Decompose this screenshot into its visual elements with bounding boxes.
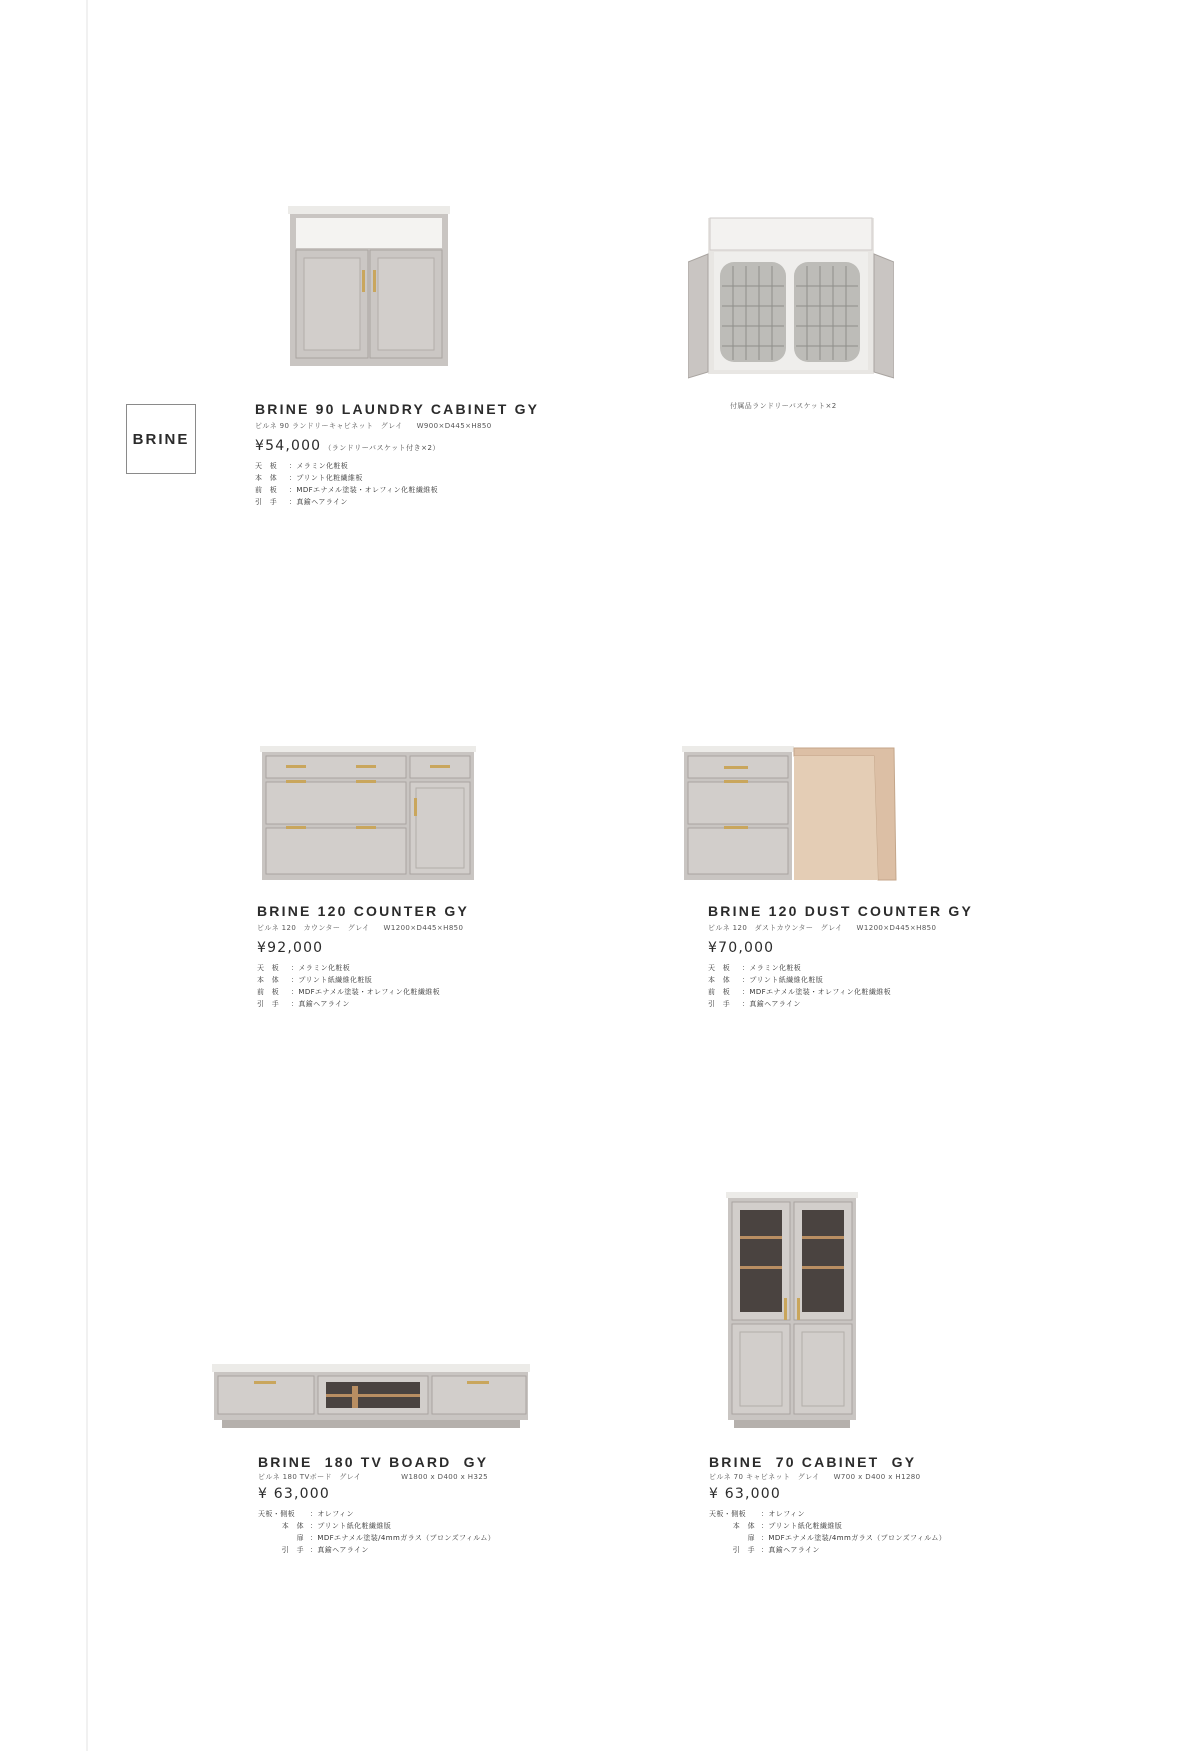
product-title: BRINE 120 COUNTER GY [257,903,470,919]
product-subtitle: ビルネ 90 ランドリーキャビネット グレイ W900×D445×H850 [255,422,492,430]
product-title: BRINE 180 TV BOARD GY [258,1454,489,1470]
spec-row: 引 手 ：真鍮ヘアライン [281,1546,369,1554]
laundry-cabinet-image [288,206,450,368]
spec-row: 扉 ：MDFエナメル塗装/4mmガラス（ブロンズフィルム） [296,1534,496,1542]
spec-row: 引 手 ：真鍮ヘアライン [732,1546,820,1554]
product-subtitle: ビルネ 120 カウンター グレイ W1200×D445×H850 [257,924,464,932]
basket-caption: 付属品ランドリーバスケット×2 [730,402,837,410]
spec-row: 天 板 ：メラミン化粧板 [708,964,802,972]
brand-label-box [126,404,196,474]
tv-board-image [212,1364,530,1428]
spec-list [709,1508,946,1556]
cabinet-70-image [726,1192,858,1428]
spec-list [258,1508,495,1556]
spec-row: 本 体 ：プリント化粧繊維板 [255,474,363,482]
price-note: （ランドリーバスケット付き×2） [324,444,440,452]
counter-image [260,746,476,882]
spec-row: 本 体 ：プリント紙繊維化粧版 [257,976,373,984]
spec-row: 天 板 ：メラミン化粧板 [255,462,349,470]
brand-label: BRINE [132,430,190,448]
product-tv-board [258,1454,495,1556]
dust-counter-image [682,746,898,882]
product-subtitle: ビルネ 180 TVボード グレイ W1800 x D400 x H325 [258,1473,489,1481]
spec-row: 天 板 ：メラミン化粧板 [257,964,351,972]
spec-row: 前 板 ：MDFエナメル塗装・オレフィン化粧繊維板 [255,486,439,494]
spec-row: 前 板 ：MDFエナメル塗装・オレフィン化粧繊維板 [257,988,441,996]
spec-row: 本 体 ：プリント紙化粧繊維版 [732,1522,843,1530]
product-price: ¥70,000 [708,940,775,956]
spec-row: 天板・側板 ：オレフィン [258,1510,354,1518]
spec-row: 扉 ：MDFエナメル塗装/4mmガラス（ブロンズフィルム） [747,1534,947,1542]
product-price: ¥ 63,000 [258,1486,330,1502]
product-dims: W1200×D445×H850 [383,924,464,932]
laundry-cabinet-open-image [688,216,894,380]
product-subtitle: ビルネ 70 キャビネット グレイ W700 x D400 x H1280 [709,1473,921,1481]
spec-row: 引 手 ：真鍮ヘアライン [257,1000,350,1008]
product-laundry-cabinet [255,401,539,508]
spec-row: 前 板 ：MDFエナメル塗装・オレフィン化粧繊維板 [708,988,892,996]
product-dims: W700 x D400 x H1280 [833,1473,921,1481]
product-cabinet-70 [709,1454,946,1556]
product-subtitle: ビルネ 120 ダストカウンター グレイ W1200×D445×H850 [708,924,937,932]
page-edge-line [86,0,88,1751]
spec-list [255,460,539,508]
product-dims: W1800 x D400 x H325 [401,1473,489,1481]
product-price: ¥ 63,000 [709,1486,781,1502]
spec-row: 本 体 ：プリント紙繊維化粧版 [708,976,824,984]
product-title: BRINE 120 DUST COUNTER GY [708,903,974,919]
product-title: BRINE 90 LAUNDRY CABINET GY [255,401,540,417]
product-title: BRINE 70 CABINET GY [709,1454,917,1470]
product-dust-counter [708,903,973,1010]
spec-row: 天板・側板 ：オレフィン [709,1510,805,1518]
product-dims: W900×D445×H850 [416,422,492,430]
product-counter [257,903,469,1010]
spec-row: 引 手 ：真鍮ヘアライン [708,1000,801,1008]
spec-row: 本 体 ：プリント紙化粧繊維版 [281,1522,392,1530]
spec-row: 引 手 ：真鍮ヘアライン [255,498,348,506]
spec-list [257,962,469,1010]
spec-list [708,962,973,1010]
product-price: ¥54,000 （ランドリーバスケット付き×2） [255,438,440,454]
product-dims: W1200×D445×H850 [856,924,937,932]
product-price: ¥92,000 [257,940,324,956]
